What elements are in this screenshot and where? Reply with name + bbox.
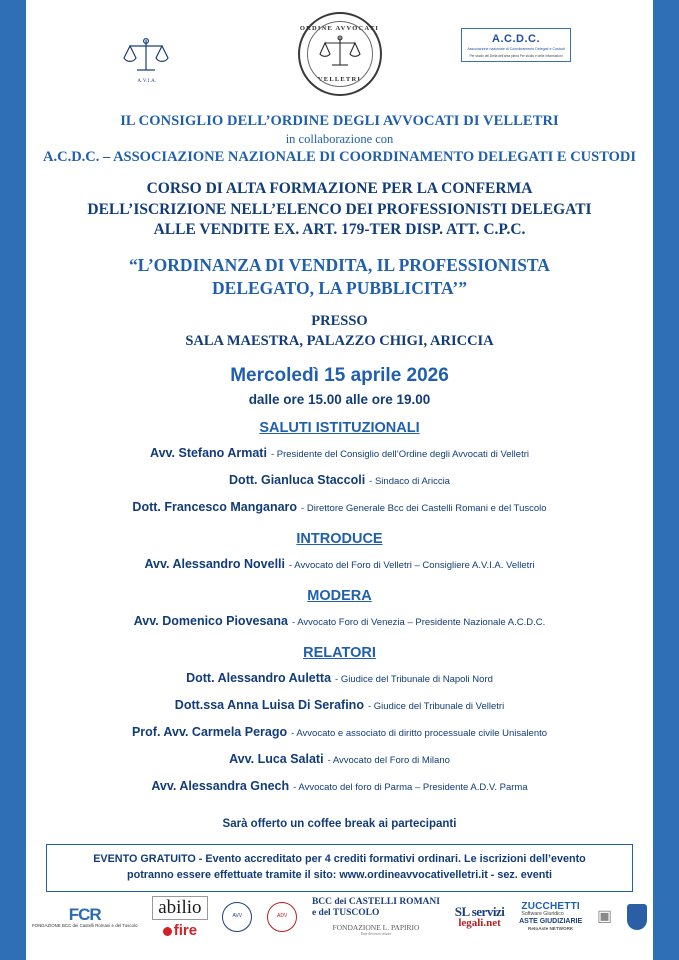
speaker-entry: [32, 554, 647, 574]
speaker-name: Avv. Luca Salati: [229, 752, 324, 767]
sponsor-logo-text: SL servizi: [454, 903, 505, 919]
sponsor-sub-text: legali.net: [458, 917, 501, 930]
sponsor-abilio: [152, 896, 207, 939]
sponsor-logo-text: BCC dei CASTELLI ROMANI: [311, 897, 440, 908]
sponsor-sub-text: fire: [173, 921, 198, 939]
sponsor-sub-text: e del TUSCOLO: [311, 908, 380, 919]
seal-scales-icon: [318, 32, 362, 77]
acdc-logo-title: A.C.D.C.: [492, 33, 540, 45]
speaker-entry: [32, 668, 647, 688]
acdc-logo-note: Per studio del Delta dell'area piena Per studio e delle informazioni: [469, 53, 563, 58]
event-title-line-2: DELEGATO, LA PUBBLICITA’”: [212, 277, 467, 298]
speaker-name: Avv. Alessandro Novelli: [144, 557, 285, 572]
event-time: dalle ore 15.00 alle ore 19.00: [248, 392, 431, 408]
scales-of-justice-icon: [120, 34, 174, 78]
emblem-icon: AVV: [222, 902, 252, 932]
shield-icon: [627, 904, 647, 930]
seal-bottom-text: VELLETRI: [317, 76, 362, 83]
organizer-line: IL CONSIGLIO DELL’ORDINE DEGLI AVVOCATI DI VELLETRI: [120, 113, 559, 129]
fire-dot-icon: [163, 927, 172, 936]
venue-place: SALA MAESTRA, PALAZZO CHIGI, ARICCIA: [185, 332, 494, 349]
sponsor-sub-text: FONDAZIONE BCC dei Castelli Romani e del Tuscolo: [32, 922, 138, 928]
poster-content: [32, 0, 647, 960]
speaker-role: - Avvocato e associato di diritto processuale civile Unisalento: [291, 728, 548, 740]
emblem-icon: ADV: [267, 902, 297, 932]
course-line-3: ALLE VENDITE EX. ART. 179-TER DISP. ATT. C.P.C.: [153, 221, 526, 239]
sponsor-stemma: [627, 904, 647, 930]
event-title: [32, 254, 647, 300]
course-line-1: CORSO DI ALTA FORMAZIONE PER LA CONFERMA: [146, 180, 533, 197]
speaker-name: Dott. Francesco Manganaro: [132, 500, 298, 515]
sponsor-zucchetti: [519, 902, 582, 932]
speaker-role: - Direttore Generale Bcc dei Castelli Romani e del Tuscolo: [301, 503, 547, 515]
speaker-entry: [32, 611, 647, 631]
course-block: [32, 179, 647, 241]
sponsor-sub-text: Software Giuridico: [521, 911, 564, 918]
seal-top-text: ORDINE AVVOCATI: [299, 25, 380, 32]
speaker-name: Dott.ssa Anna Luisa Di Serafino: [174, 698, 364, 713]
coffee-break-note: Sarà offerto un coffee break ai partecipanti: [222, 818, 457, 831]
speaker-role: - Avvocato del Foro di Velletri – Consigliere A.V.I.A. Velletri: [289, 560, 535, 572]
sponsor-logo-text: abilio: [152, 896, 207, 920]
section-heading-relatori: RELATORI: [303, 645, 376, 662]
sponsor-logo-text: ZUCCHETTI: [521, 900, 580, 912]
event-date: Mercoledì 15 aprile 2026: [230, 365, 449, 387]
speaker-name: Dott. Gianluca Staccoli: [229, 473, 366, 488]
sponsor-sub-text: RetoAste NETWORK: [528, 926, 574, 932]
decorative-right-bar-inner: [647, 0, 653, 960]
speaker-name: Avv. Alessandra Gnech: [151, 779, 290, 794]
venue-block: [32, 312, 647, 351]
notice-line-2[interactable]: potranno essere effettuate tramite il sito: www.ordineavvocativelletri.it - sez. eventi: [127, 868, 552, 881]
ordine-avvocati-seal: [298, 12, 382, 96]
speaker-entry: [32, 443, 647, 463]
decorative-right-bar: [653, 0, 679, 960]
collaboration-label: in collaborazione con: [285, 132, 394, 146]
speaker-name: Avv. Domenico Piovesana: [133, 614, 288, 629]
registration-notice: [46, 844, 633, 892]
acdc-logo-subtitle: Associazione nazionale di Coordinamento Delegati e Custodi: [467, 47, 565, 51]
event-title-line-1: “L’ORDINANZA DI VENDITA, IL PROFESSIONISTA: [129, 254, 550, 275]
sponsor-logo-text: FONDAZIONE L. PAPIRIO: [332, 923, 420, 933]
speaker-name: Prof. Avv. Carmela Perago: [131, 725, 288, 740]
speaker-entry: [32, 776, 647, 796]
sponsor-logo-text: ASTE GIUDIZIARIE: [519, 917, 583, 925]
sponsor-logo-text: FCR: [68, 904, 101, 924]
decorative-left-bar: [0, 0, 26, 960]
sponsor-edicom: [597, 909, 612, 926]
sponsor-emblem-blue: [222, 902, 252, 932]
avia-logo-caption: A.V.I.A.: [137, 79, 157, 84]
edicom-icon: ▣: [596, 907, 613, 925]
acdc-logo: [461, 28, 571, 62]
notice-line-1: EVENTO GRATUITO - Evento accreditato per 4 crediti formativi ordinari. Le iscrizioni dell’evento: [93, 853, 586, 866]
sponsor-sub-text: Ente del terzo settore: [360, 932, 392, 937]
speaker-role: - Avvocato del Foro di Milano: [327, 755, 450, 767]
sponsor-fondazione-papiro: [332, 923, 419, 936]
avia-logo: [120, 34, 174, 92]
section-heading-modera: MODERA: [307, 588, 372, 605]
speaker-role: - Presidente del Consiglio dell’Ordine degli Avvocati di Velletri: [270, 449, 529, 461]
section-heading-saluti: SALUTI ISTITUZIONALI: [259, 420, 420, 437]
section-heading-introduce: INTRODUCE: [296, 531, 383, 548]
speaker-name: Avv. Stefano Armati: [150, 446, 267, 461]
course-line-2: DELL’ISCRIZIONE NELL’ELENCO DEI PROFESSIONISTI DELEGATI: [87, 200, 592, 218]
speaker-name: Dott. Alessandro Auletta: [186, 671, 332, 686]
sponsor-bcc-castelli: [312, 897, 440, 936]
sponsor-emblem-red: [267, 902, 297, 932]
venue-label: PRESSO: [311, 313, 368, 330]
sponsor-servizi-legali: [455, 905, 505, 930]
sponsor-zucchetti-block: [521, 902, 579, 918]
speaker-entry: [32, 749, 647, 769]
speaker-role: - Giudice del Tribunale di Napoli Nord: [335, 674, 493, 686]
speaker-entry: [32, 470, 647, 490]
poster-header: [32, 0, 647, 106]
sponsor-fire-logo: [163, 923, 197, 939]
speaker-role: - Giudice del Tribunale di Velletri: [367, 701, 505, 713]
speaker-role: - Avvocato Foro di Venezia – Presidente Nazionale A.C.D.C.: [291, 617, 546, 629]
speaker-entry: [32, 722, 647, 742]
speaker-role: - Avvocato del foro di Parma – Presidente A.D.V. Parma: [293, 782, 528, 794]
speaker-entry: [32, 695, 647, 715]
speaker-entry: [32, 497, 647, 517]
speaker-role: - Sindaco di Ariccia: [369, 476, 450, 488]
sponsor-fondazione-bcc: [32, 906, 137, 928]
partner-line: A.C.D.C. – ASSOCIAZIONE NAZIONALE DI COORDINAMENTO DELEGATI E CUSTODI: [43, 149, 636, 165]
sponsor-astegiudiziarie: [519, 918, 582, 932]
sponsor-strip: [32, 888, 647, 946]
sponsor-bcc-block: [312, 897, 440, 919]
